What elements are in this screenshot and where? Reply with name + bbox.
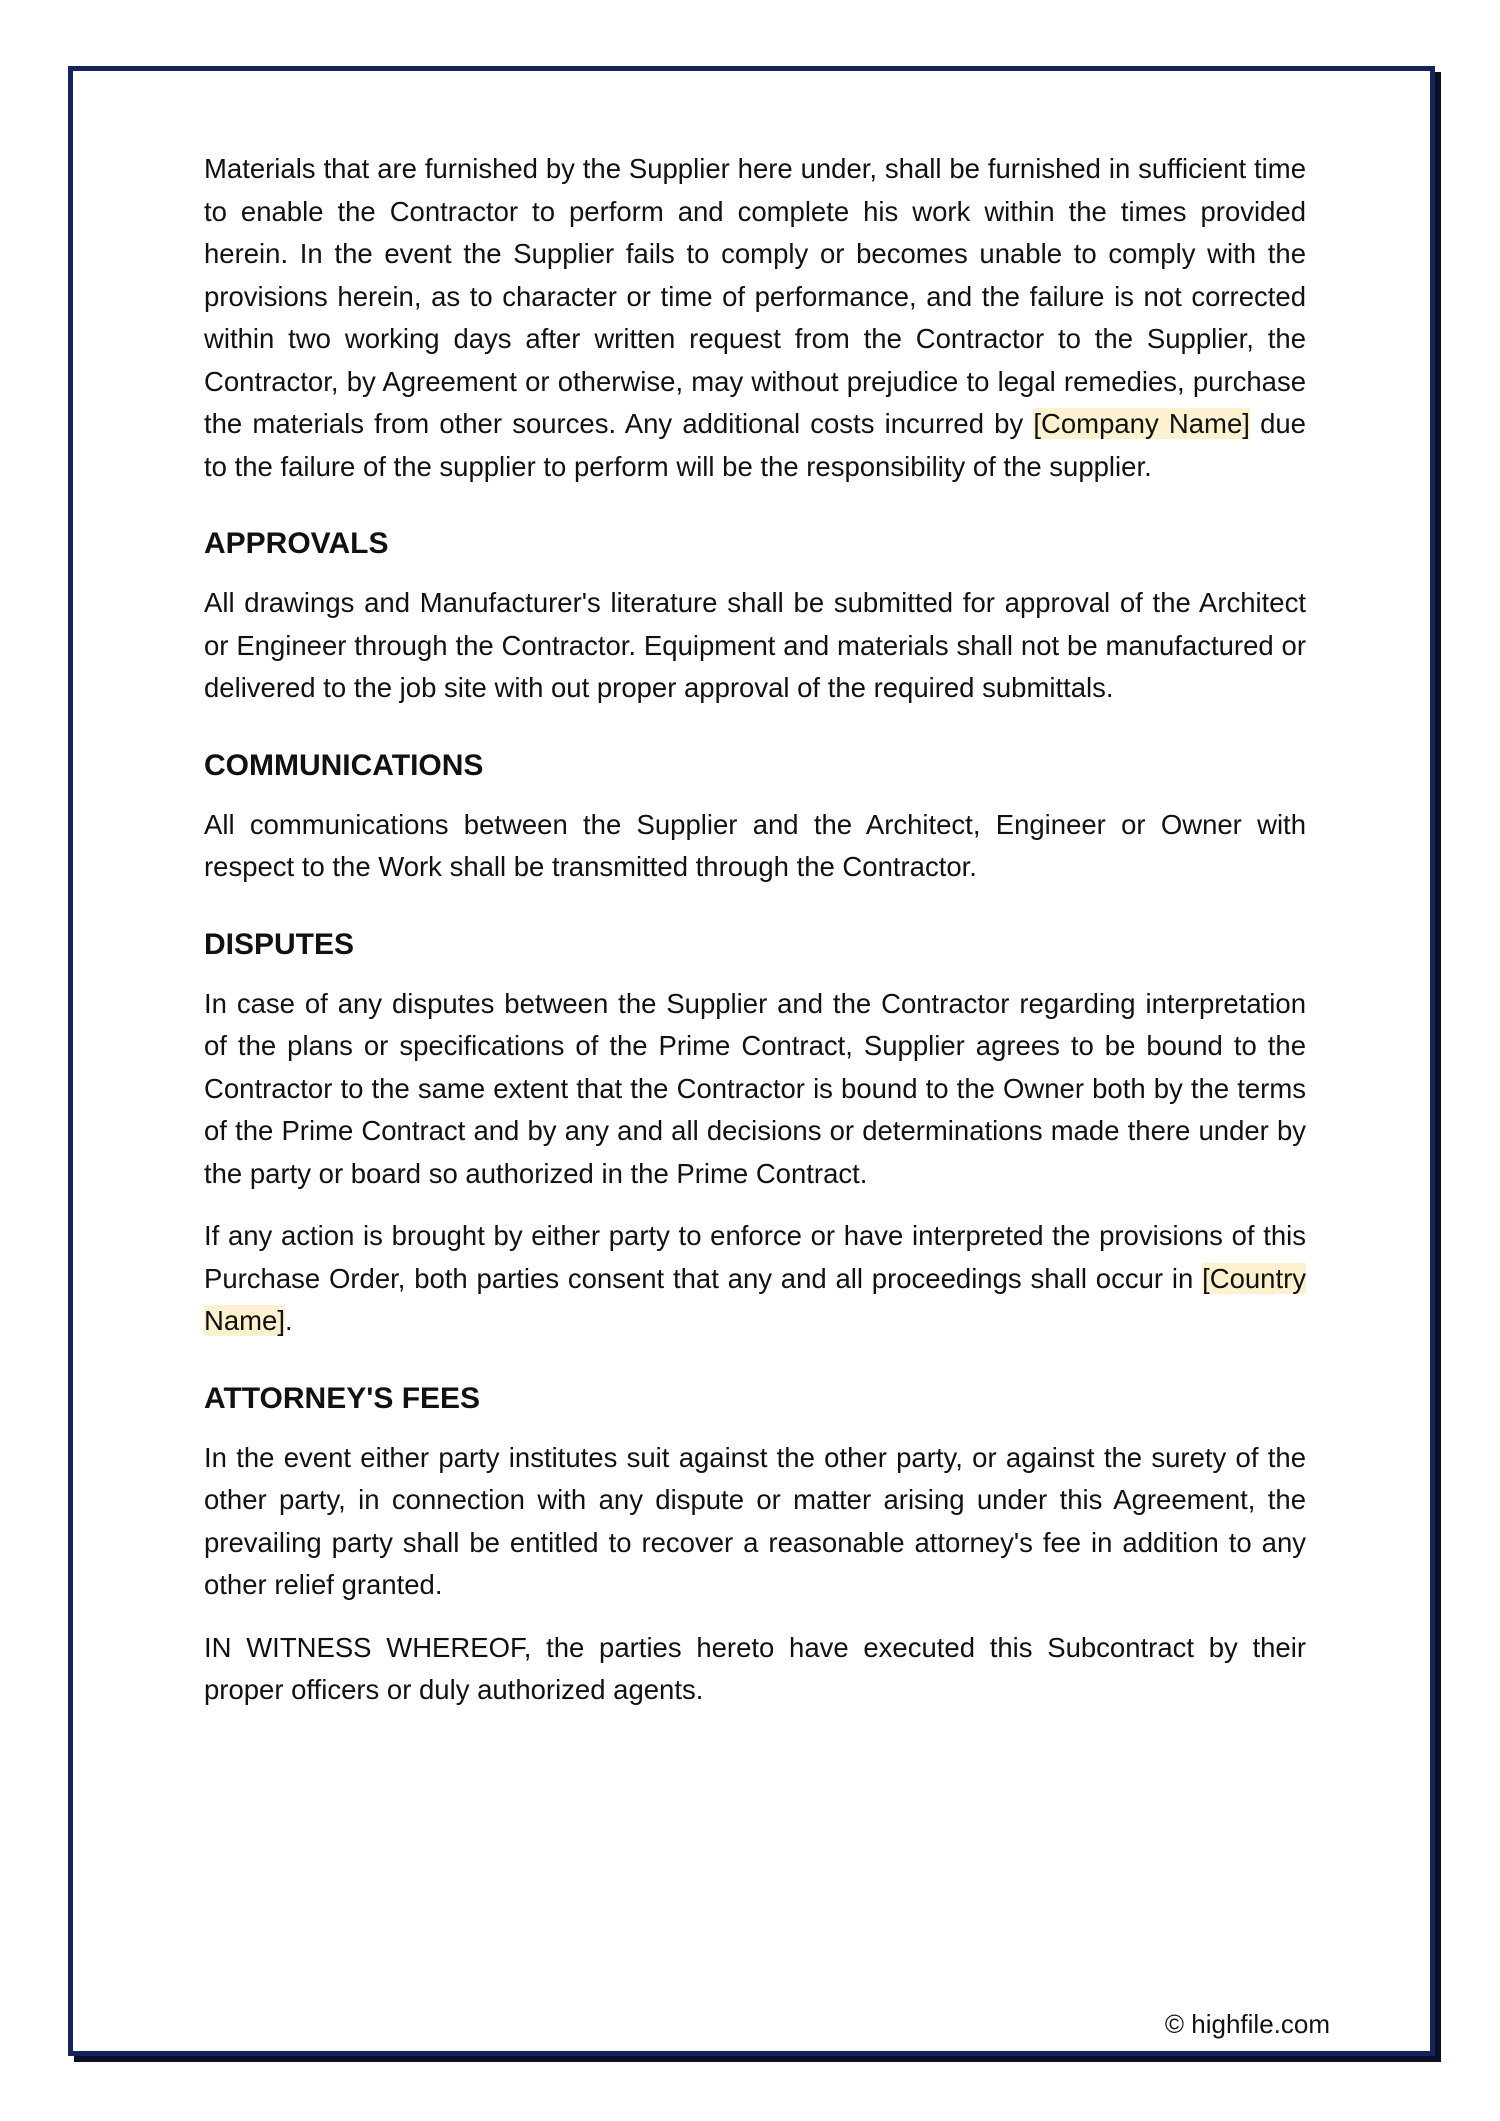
intro-paragraph [204, 148, 1306, 488]
attorneys-fees-paragraph-1: In the event either party institutes suit against the other party, or against the surety of the other party, in connection with any dispute or matter arising under this Agreement, the prevailing party shall be entitled to recover a reasonable attorney's fee in addition to any other relief granted. [204, 1441, 1306, 1600]
approvals-heading: APPROVALS [204, 527, 389, 560]
document-body [204, 148, 1306, 1732]
disputes-heading: DISPUTES [204, 927, 355, 961]
disputes-paragraph-1: In case of any disputes between the Supplier and the Contractor regarding interpretation of the plans or specifications of the Prime Contract, Supplier agrees to be bound to the Contractor to the same extent that the Contractor is bound to the Owner both by the terms of the Prime Contract and by any and all decisions or determinations made there under by the party or board so authorized in the Prime Contract. [204, 987, 1306, 1189]
disputes-text-before: If any action is brought by either party to enforce or have interpreted the provisions of this Purchase Order, both parties consent that any and all proceedings shall occur in [204, 1220, 1306, 1294]
footer-copyright: © highfile.com [1164, 2009, 1330, 2039]
witness-paragraph: IN WITNESS WHEREOF, the parties hereto have executed this Subcontract by their proper officers or duly authorized agents. [204, 1631, 1306, 1705]
communications-paragraph: All communications between the Supplier and the Architect, Engineer or Owner with respect to the Work shall be transmitted through the Contractor. [204, 808, 1306, 882]
country-name-placeholder: [Country Name] [204, 1262, 1306, 1336]
intro-text-before: Materials that are furnished by the Supplier here under, shall be furnished in sufficient time to enable the Contractor to perform and complete his work within the times provided herein. In the event the Supplier fails to comply or becomes unable to comply with the provisions herein, as to character or time of performance, and the failure is not corrected within two working days after written request from the Contractor to the Supplier, the Contractor, by Agreement or otherwise, may without prejudice to legal remedies, purchase the materials from other sources. Any additional costs incurred by [204, 153, 1306, 439]
company-name-placeholder: [Company Name] [1033, 408, 1250, 439]
disputes-paragraph-2 [204, 1215, 1306, 1343]
intro-text-after: due to the failure of the supplier to perform will be the responsibility of the supplier. [204, 408, 1306, 482]
approvals-paragraph: All drawings and Manufacturer's literature shall be submitted for approval of the Architect or Engineer through the Contractor. Equipment and materials shall not be manufactured or delivered to the job site with out proper approval of the required submittals. [204, 587, 1306, 703]
attorneys-fees-heading: ATTORNEY'S FEES [204, 1381, 481, 1415]
communications-heading: COMMUNICATIONS [204, 748, 484, 782]
disputes-text-after: . [285, 1305, 293, 1336]
